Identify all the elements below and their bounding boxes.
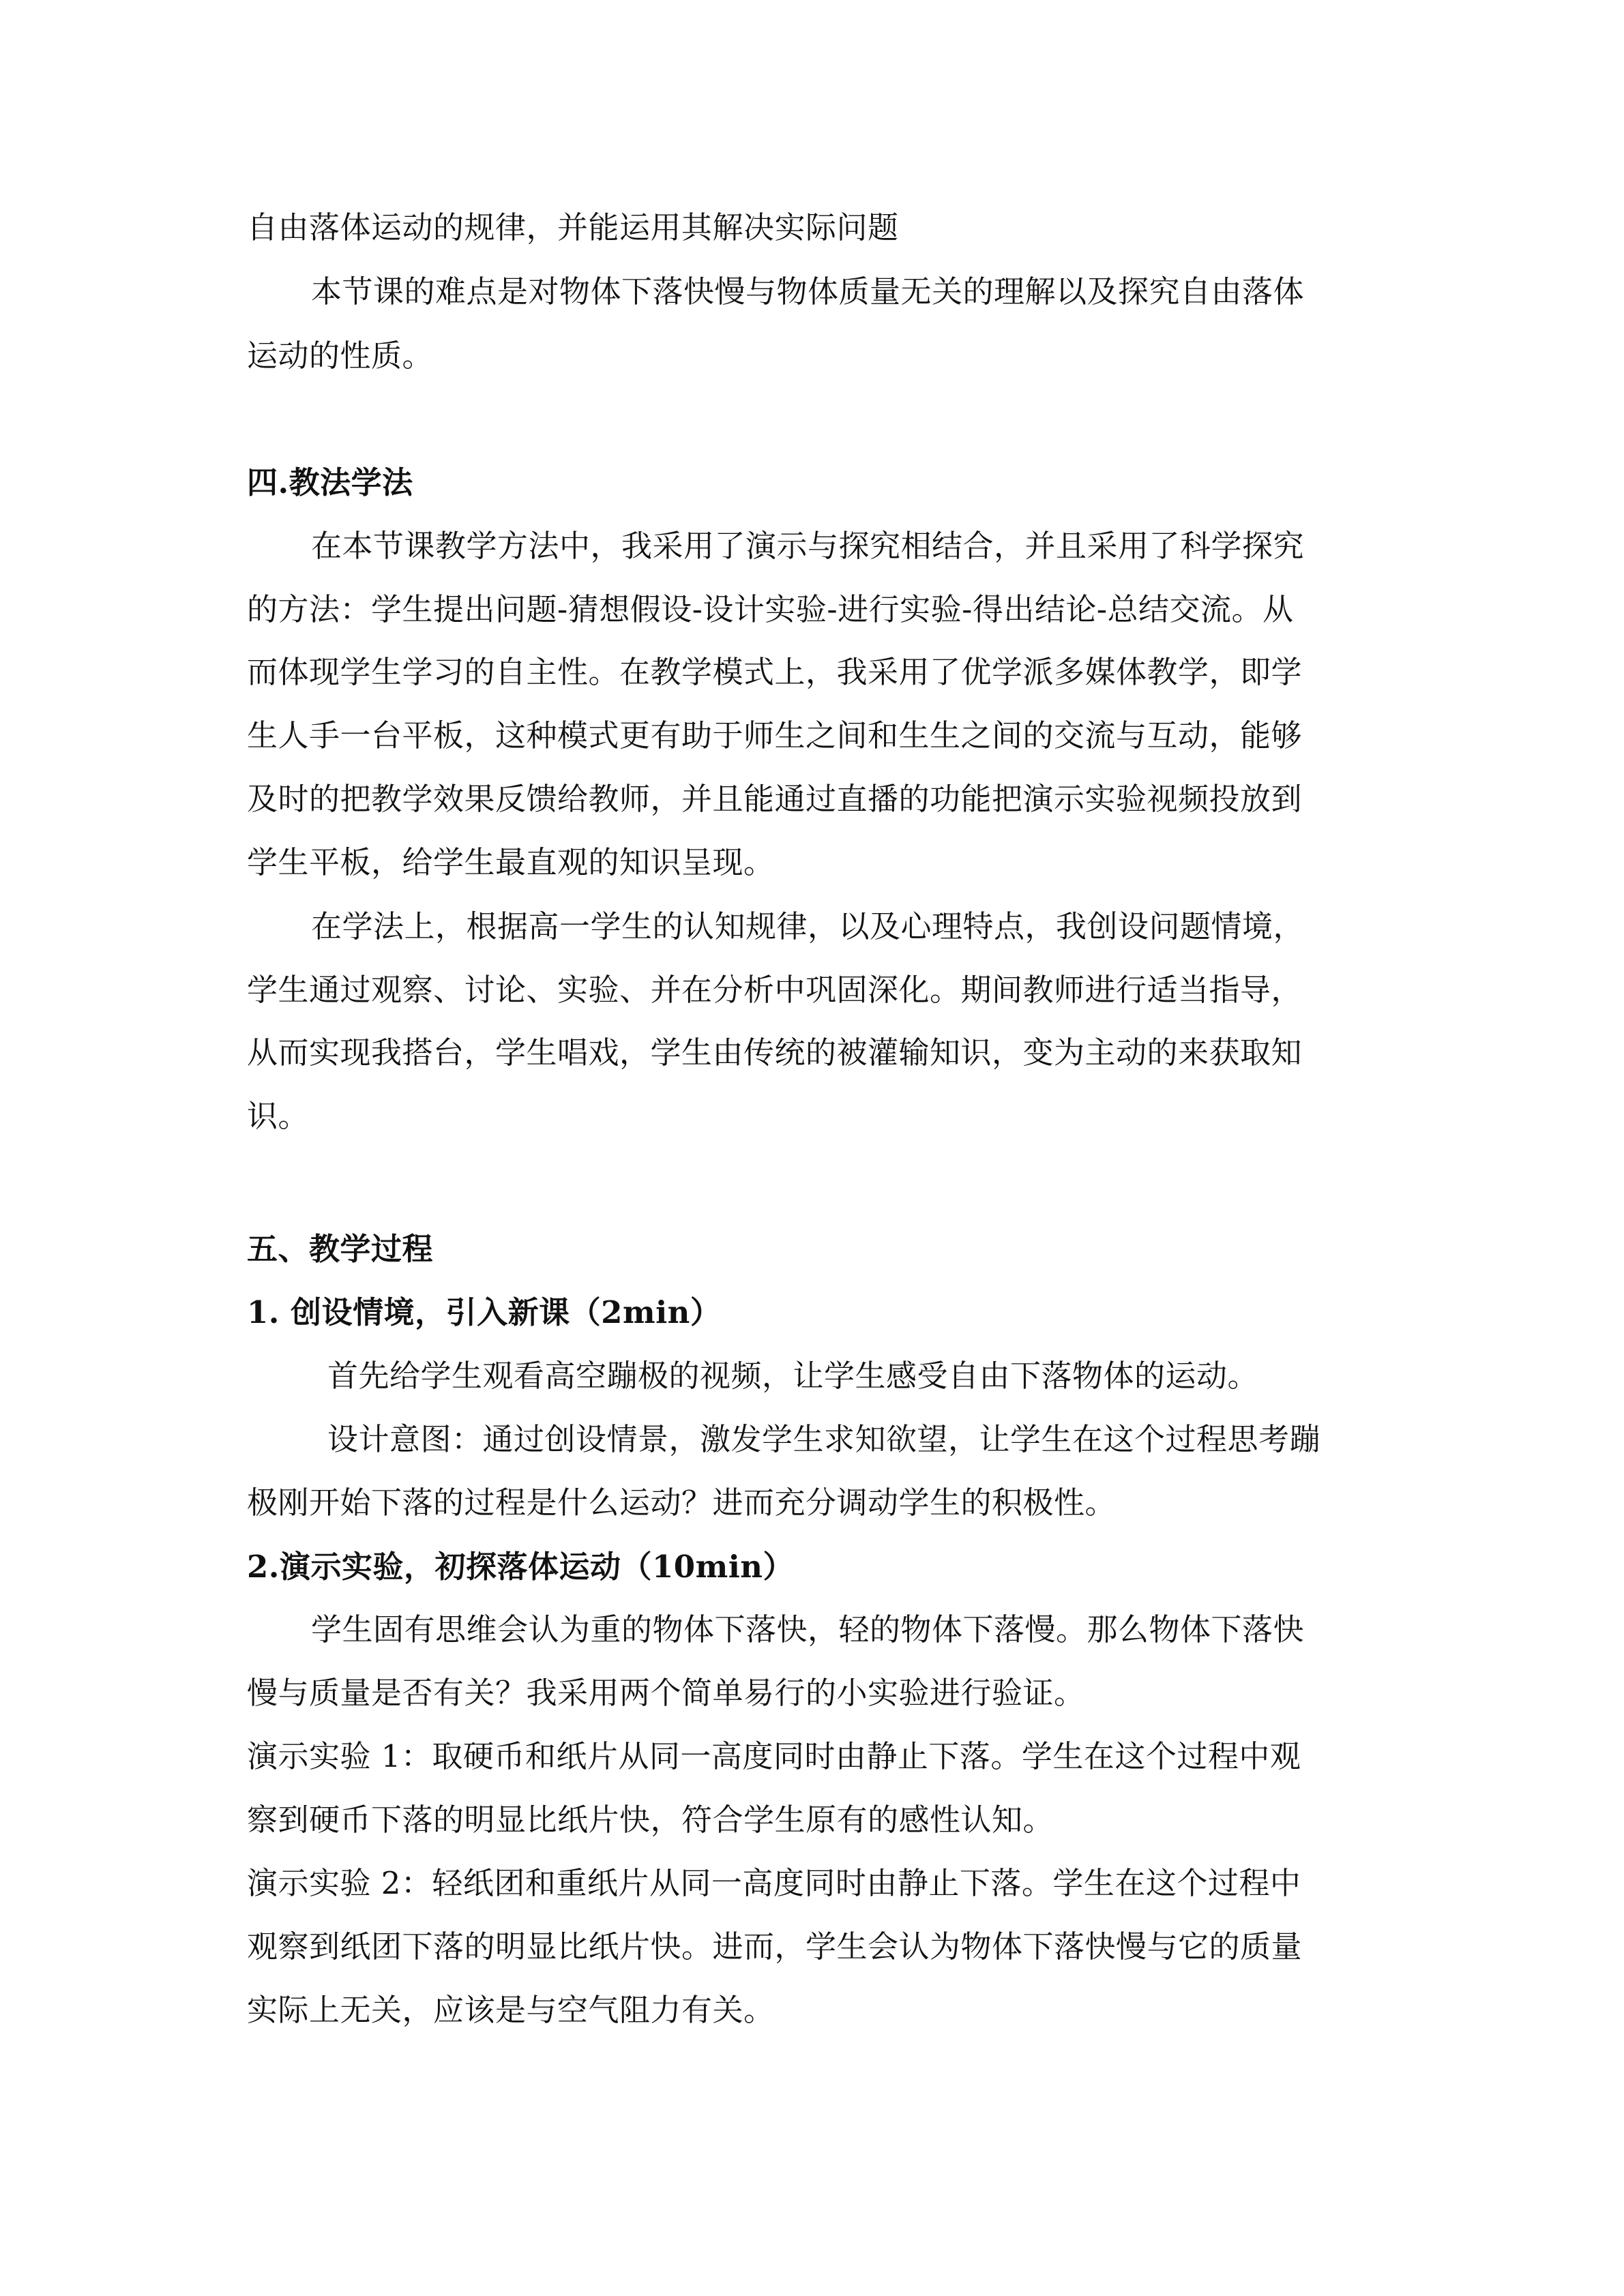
text-line: 设计意图：通过创设情景，激发学生求知欲望，让学生在这个过程思考蹦: [327, 1421, 1321, 1457]
text-line: 实际上无关，应该是与空气阻力有关。: [247, 1992, 775, 2028]
text-line: 首先给学生观看高空蹦极的视频，让学生感受自由下落物体的运动。: [327, 1358, 1259, 1394]
text-line: 的方法：学生提出问题-猜想假设-设计实验-进行实验-得出结论-总结交流。从: [247, 591, 1294, 627]
section-heading: 五、教学过程: [247, 1231, 434, 1267]
text-line: 学生平板，给学生最直观的知识呈现。: [247, 844, 775, 880]
text-line: 运动的性质。: [247, 338, 434, 374]
text-line: 慢与质量是否有关？我采用两个简单易行的小实验进行验证。: [247, 1675, 1085, 1711]
text-line: 演示实验 1：取硬币和纸片从同一高度同时由静止下落。学生在这个过程中观: [247, 1738, 1301, 1774]
text-line: 本节课的难点是对物体下落快慢与物体质量无关的理解以及探究自由落体: [311, 273, 1305, 310]
text-line: 识。: [247, 1098, 310, 1134]
text-line: 学生通过观察、讨论、实验、并在分析中巩固深化。期间教师进行适当指导，: [247, 972, 1303, 1008]
text-line: 生人手一台平板，这种模式更有助于师生之间和生生之间的交流与互动，能够: [247, 717, 1303, 754]
text-line: 演示实验 2：轻纸团和重纸片从同一高度同时由静止下落。学生在这个过程中: [247, 1865, 1301, 1901]
section-heading: 四.教法学法: [247, 464, 413, 501]
text-line: 自由落体运动的规律，并能运用其解决实际问题: [247, 209, 899, 245]
subsection-heading: 1. 创设情境，引入新课（2min）: [247, 1294, 722, 1330]
text-line: 从而实现我搭台，学生唱戏，学生由传统的被灌输知识，变为主动的来获取知: [247, 1034, 1303, 1071]
text-line: 学生固有思维会认为重的物体下落快，轻的物体下落慢。那么物体下落快: [311, 1611, 1305, 1648]
text-line: 而体现学生学习的自主性。在教学模式上，我采用了优学派多媒体教学，即学: [247, 654, 1303, 690]
text-line: 及时的把教学效果反馈给教师，并且能通过直播的功能把演示实验视频投放到: [247, 781, 1303, 817]
text-line: 在本节课教学方法中，我采用了演示与探究相结合，并且采用了科学探究: [311, 528, 1305, 564]
text-line: 观察到纸团下落的明显比纸片快。进而，学生会认为物体下落快慢与它的质量: [247, 1928, 1303, 1965]
text-line: 在学法上，根据高一学生的认知规律，以及心理特点，我创设问题情境，: [311, 908, 1305, 944]
text-line: 极刚开始下落的过程是什么运动？进而充分调动学生的积极性。: [247, 1485, 1117, 1521]
text-line: 察到硬币下落的明显比纸片快，符合学生原有的感性认知。: [247, 1802, 1054, 1838]
subsection-heading: 2.演示实验，初探落体运动（10min）: [247, 1549, 795, 1585]
